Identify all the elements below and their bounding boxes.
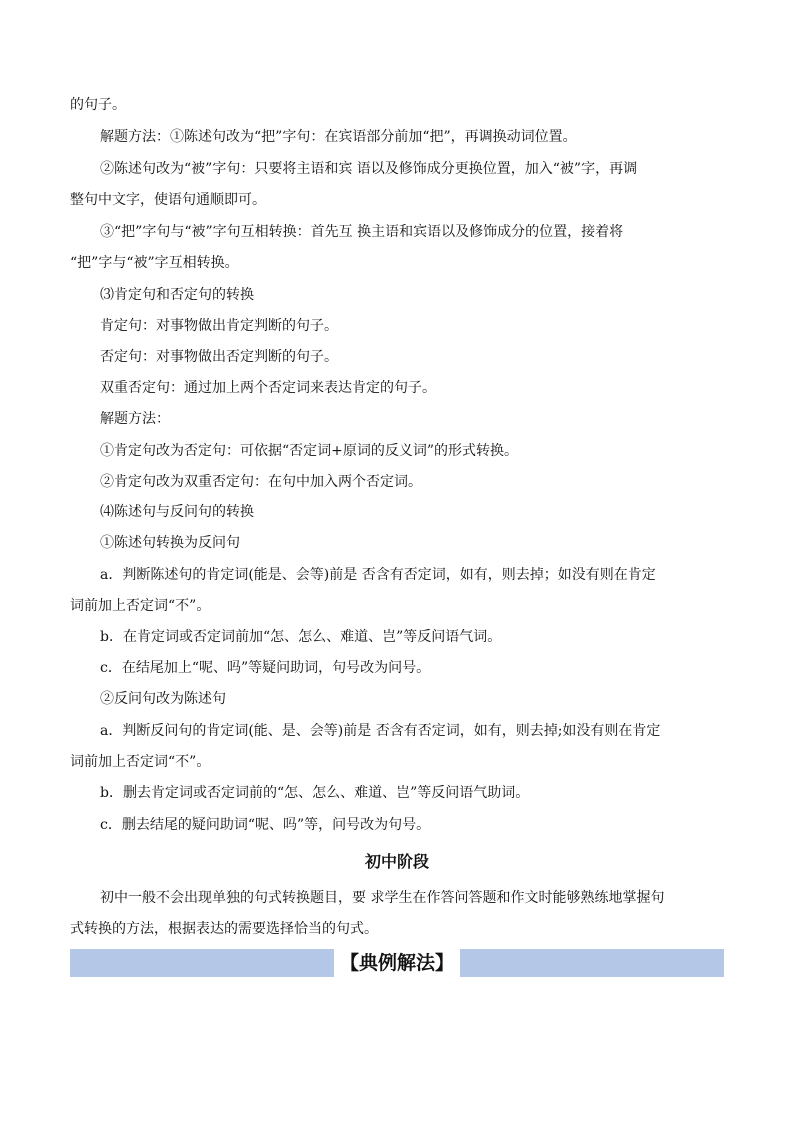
banner-label: 【典例解法】 xyxy=(334,949,460,977)
subheading: ⑶肯定句和否定句的转换 xyxy=(100,287,254,303)
text-line: 解题方法： xyxy=(100,411,170,427)
text-line: 式转换的方法，根据表达的需要选择恰当的句式。 xyxy=(70,921,378,937)
text-line: ③“把”字句与“被”字句互相转换：首先互 换主语和宾语以及修饰成分的位置，接着将 xyxy=(100,224,624,240)
section-title: 初中阶段 xyxy=(364,852,429,871)
text-line: 的句子。 xyxy=(70,97,126,113)
text-line: ②反问句改为陈述句 xyxy=(100,691,226,707)
text-line: c．删去结尾的疑问助词“呢、吗”等，问号改为句号。 xyxy=(100,817,431,833)
text-line: ②肯定句改为双重否定句：在句中加入两个否定词。 xyxy=(100,474,422,490)
text-line: c．在结尾加上“呢、吗”等疑问助词，句号改为问号。 xyxy=(100,660,431,676)
text-line: 解题方法：①陈述句改为“把”字句：在宾语部分前加“把”，再调换动词位置。 xyxy=(100,129,577,145)
text-line: 否定句：对事物做出否定判断的句子。 xyxy=(100,349,338,365)
text-line: ①肯定句改为否定句：可依据“否定词+原词的反义词”的形式转换。 xyxy=(100,443,519,459)
text-line: 整句中文字，使语句通顺即可。 xyxy=(70,192,266,208)
text-line: 双重否定句：通过加上两个否定词来表达肯定的句子。 xyxy=(100,380,436,396)
text-line: b．在肯定词或否定词前加“怎、怎么、难道、岂”等反问语气词。 xyxy=(100,629,502,645)
text-line: a．判断反问句的肯定词(能、是、会等)前是 否含有否定词，如有，则去掉;如没有则在肯定 xyxy=(100,723,661,739)
text-line: a．判断陈述句的肯定词(能是、会等)前是 否含有否定词，如有，则去掉；如没有则在肯定 xyxy=(100,567,656,583)
text-line: 初中一般不会出现单独的句式转换题目，要 求学生在作答问答题和作文时能够熟练地掌握句 xyxy=(100,890,665,906)
text-line: ②陈述句改为“被”字句：只要将主语和宾 语以及修饰成分更换位置，加入“被”字，再调 xyxy=(100,161,638,177)
text-line: 肯定句：对事物做出肯定判断的句子。 xyxy=(100,318,338,334)
subheading: ⑷陈述句与反问句的转换 xyxy=(100,504,254,520)
text-line: “把”字与“被”字互相转换。 xyxy=(70,255,239,271)
text-line: ①陈述句转换为反问句 xyxy=(100,535,240,551)
section-banner xyxy=(70,949,724,977)
text-line: 词前加上否定词“不”。 xyxy=(70,598,211,614)
text-line: b．删去肯定词或否定词前的“怎、怎么、难道、岂”等反问语气助词。 xyxy=(100,785,530,801)
text-line: 词前加上否定词“不”。 xyxy=(70,754,211,770)
